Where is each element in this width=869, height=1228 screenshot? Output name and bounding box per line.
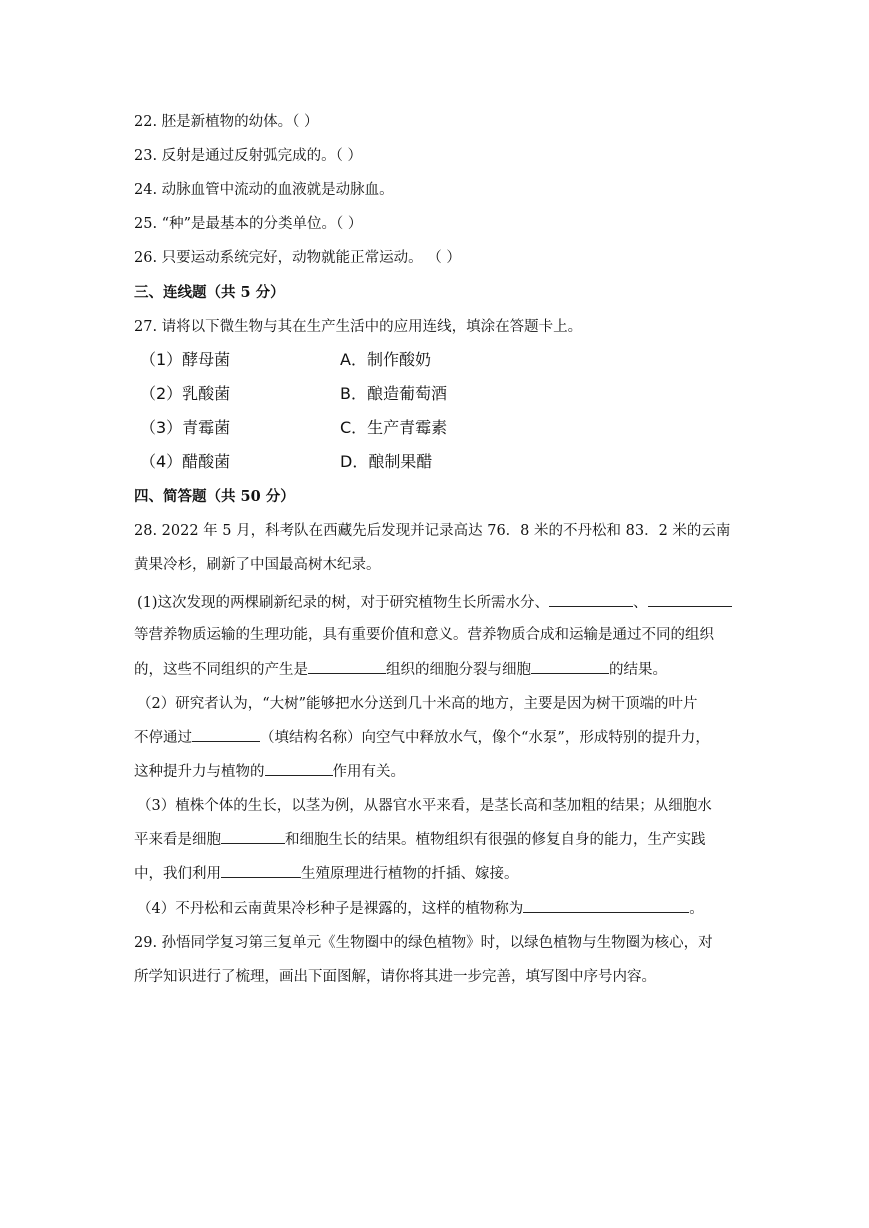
match-right-item-d: D．酿制果醋 bbox=[340, 452, 433, 471]
answer-blank[interactable] bbox=[648, 592, 732, 607]
question-23: 23. 反射是通过反射弧完成的。（ ） bbox=[134, 148, 363, 164]
q28-part2-line-3: 这种提升力与植物的 作用有关。 bbox=[134, 761, 405, 782]
match-left-item-2: （2）乳酸菌 bbox=[140, 384, 231, 403]
question-29-line-2: 所学知识进行了梳理，画出下面图解，请你将其进一步完善，填写图中序号内容。 bbox=[134, 969, 656, 985]
match-right-item-b: B．酿造葡萄酒 bbox=[340, 384, 447, 403]
question-28-line-1: 28. 2022 年 5 月，科考队在西藏先后发现并记录高达 76．8 米的不丹松和 83．2 米的云南 bbox=[134, 523, 731, 539]
answer-blank[interactable] bbox=[549, 592, 633, 607]
answer-blank[interactable] bbox=[221, 829, 285, 844]
q28-part2-line-2: 不停通过 （填结构名称）向空气中释放水气，像个“水泵”，形成特别的提升力， bbox=[134, 727, 710, 748]
question-28-line-2: 黄果冷杉，刷新了中国最高树木纪录。 bbox=[134, 557, 381, 573]
q28-part3-line-2: 平来看是细胞 和细胞生长的结果。植物组织有很强的修复自身的能力，生产实践 bbox=[134, 829, 706, 850]
question-25: 25. “种”是最基本的分类单位。（ ） bbox=[134, 216, 363, 232]
q28-part1-line-3: 的，这些不同组织的产生是 组织的细胞分裂与细胞 的结果。 bbox=[134, 659, 667, 680]
match-left-item-3: （3）青霉菌 bbox=[140, 418, 231, 437]
answer-blank[interactable] bbox=[192, 727, 260, 742]
question-26: 26. 只要运动系统完好，动物就能正常运动。 （ ） bbox=[134, 250, 461, 266]
answer-blank[interactable] bbox=[265, 761, 333, 776]
match-right-item-a: A．制作酸奶 bbox=[340, 350, 431, 369]
answer-blank[interactable] bbox=[221, 863, 301, 878]
question-27: 27. 请将以下微生物与其在生产生活中的应用连线，填涂在答题卡上。 bbox=[134, 319, 583, 335]
q28-part2-line-1: （2）研究者认为，“大树”能够把水分送到几十米高的地方，主要是因为树干顶端的叶片 bbox=[137, 696, 698, 712]
q28-part4-line-1: （4）不丹松和云南黄果冷杉种子是裸露的，这样的植物称为 。 bbox=[137, 898, 704, 919]
match-right-item-c: C．生产青霉素 bbox=[340, 418, 448, 437]
question-22: 22. 胚是新植物的幼体。（ ） bbox=[134, 114, 319, 130]
match-left-item-1: （1）酵母菌 bbox=[140, 350, 231, 369]
q28-part1-line-1: (1)这次发现的两棵刷新纪录的树，对于研究植物生长所需水分、 、 bbox=[137, 592, 732, 613]
match-left-item-4: （4）醋酸菌 bbox=[140, 452, 231, 471]
q28-part3-line-1: （3）植株个体的生长，以茎为例，从器官水平来看，是茎长高和茎加粗的结果；从细胞水 bbox=[137, 798, 712, 814]
answer-blank[interactable] bbox=[308, 659, 386, 674]
section-3-heading: 三、连线题（共 5 分） bbox=[134, 284, 285, 301]
section-4-heading: 四、简答题（共 50 分） bbox=[134, 488, 295, 505]
q28-part3-line-3: 中，我们利用 生殖原理进行植物的扦插、嫁接。 bbox=[134, 863, 519, 884]
question-24: 24. 动脉血管中流动的血液就是动脉血。 bbox=[134, 182, 394, 198]
question-29-line-1: 29. 孙悟同学复习第三复单元《生物圈中的绿色植物》时，以绿色植物与生物圈为核心，对 bbox=[134, 935, 713, 951]
q28-part1-line-2: 等营养物质运输的生理功能，具有重要价值和意义。营养物质合成和运输是通过不同的组织 bbox=[134, 627, 714, 643]
answer-blank[interactable] bbox=[531, 659, 609, 674]
answer-blank[interactable] bbox=[523, 898, 689, 913]
